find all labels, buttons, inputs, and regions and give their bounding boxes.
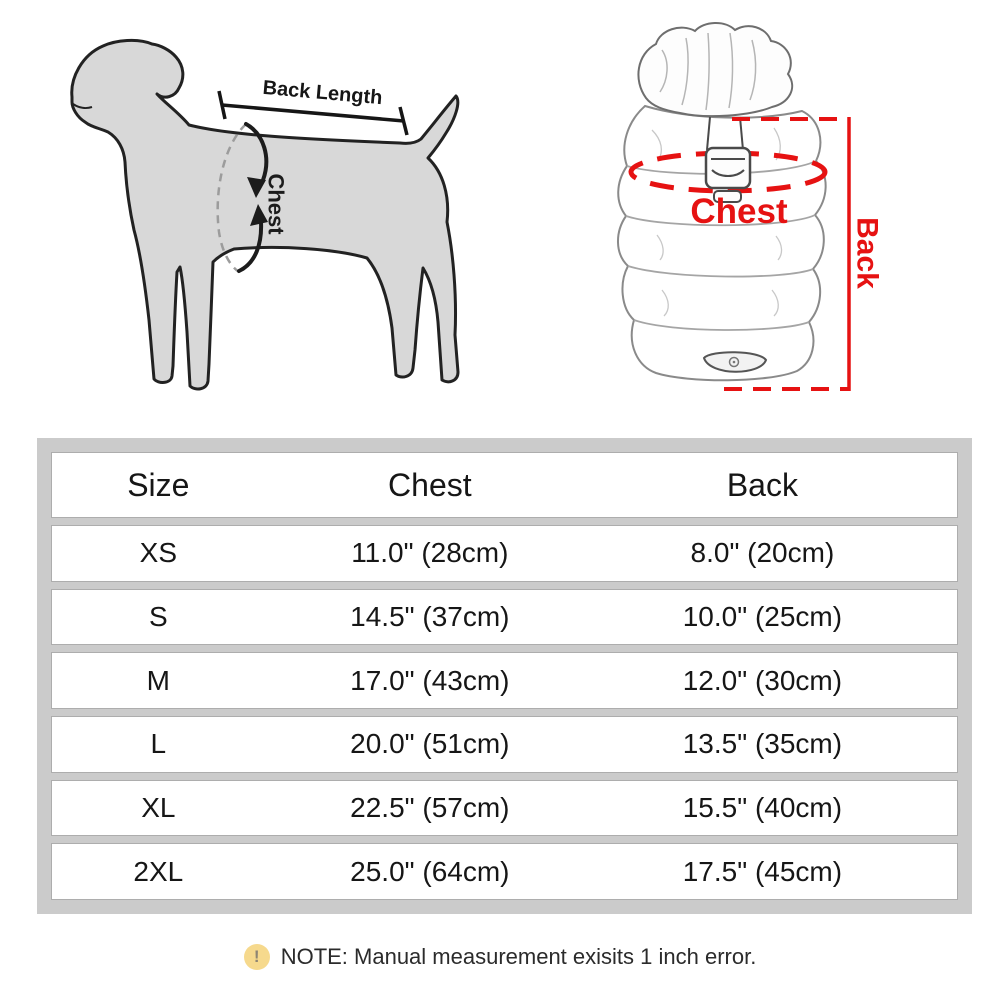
size-value: S	[148, 601, 168, 632]
size-value: L	[150, 728, 167, 760]
table-row-xs	[51, 525, 958, 582]
vest-collar	[638, 23, 792, 116]
back-length-label: Back Length	[261, 76, 384, 110]
back-value: 8.0" (20cm)	[690, 537, 835, 569]
column-header-back: Back	[726, 466, 798, 503]
chest-value: 14.5" (37cm)	[350, 601, 510, 632]
garment-chest-label: Chest	[690, 192, 788, 231]
size-value: XL	[141, 792, 176, 824]
dog-illustration	[72, 40, 458, 389]
size-value: 2XL	[133, 855, 184, 887]
chest-value: 17.0" (43cm)	[350, 664, 510, 696]
dog-chest-label: Chest	[263, 173, 289, 235]
column-header-size: Size	[127, 466, 190, 503]
warning-icon: !	[244, 944, 270, 970]
chest-value: 20.0" (51cm)	[350, 728, 510, 760]
size-value: XS	[139, 537, 178, 569]
jacket-illustration	[618, 23, 884, 391]
chest-value: 25.0" (64cm)	[350, 855, 510, 887]
measurement-illustrations	[0, 0, 1000, 440]
chest-value: 22.5" (57cm)	[350, 792, 510, 824]
column-header-chest: Chest	[388, 466, 472, 503]
table-row-l	[51, 716, 958, 773]
table-row-xl	[51, 780, 958, 837]
table-row-s	[51, 589, 958, 646]
back-value: 17.5" (45cm)	[682, 855, 843, 887]
chest-value: 11.0" (28cm)	[351, 537, 509, 569]
back-value: 10.0" (25cm)	[682, 601, 843, 632]
measurement-note	[0, 944, 1000, 970]
size-value: M	[146, 664, 170, 696]
back-value: 12.0" (30cm)	[682, 664, 843, 696]
size-table	[37, 438, 972, 914]
back-value: 13.5" (35cm)	[682, 728, 843, 760]
table-row-m	[51, 652, 958, 709]
back-value: 15.5" (40cm)	[682, 792, 843, 824]
table-header-row	[51, 452, 958, 518]
table-row-2xl	[51, 843, 958, 900]
garment-back-label: Back	[850, 217, 884, 289]
note-text: NOTE: Manual measurement exisits 1 inch error.	[280, 944, 757, 969]
